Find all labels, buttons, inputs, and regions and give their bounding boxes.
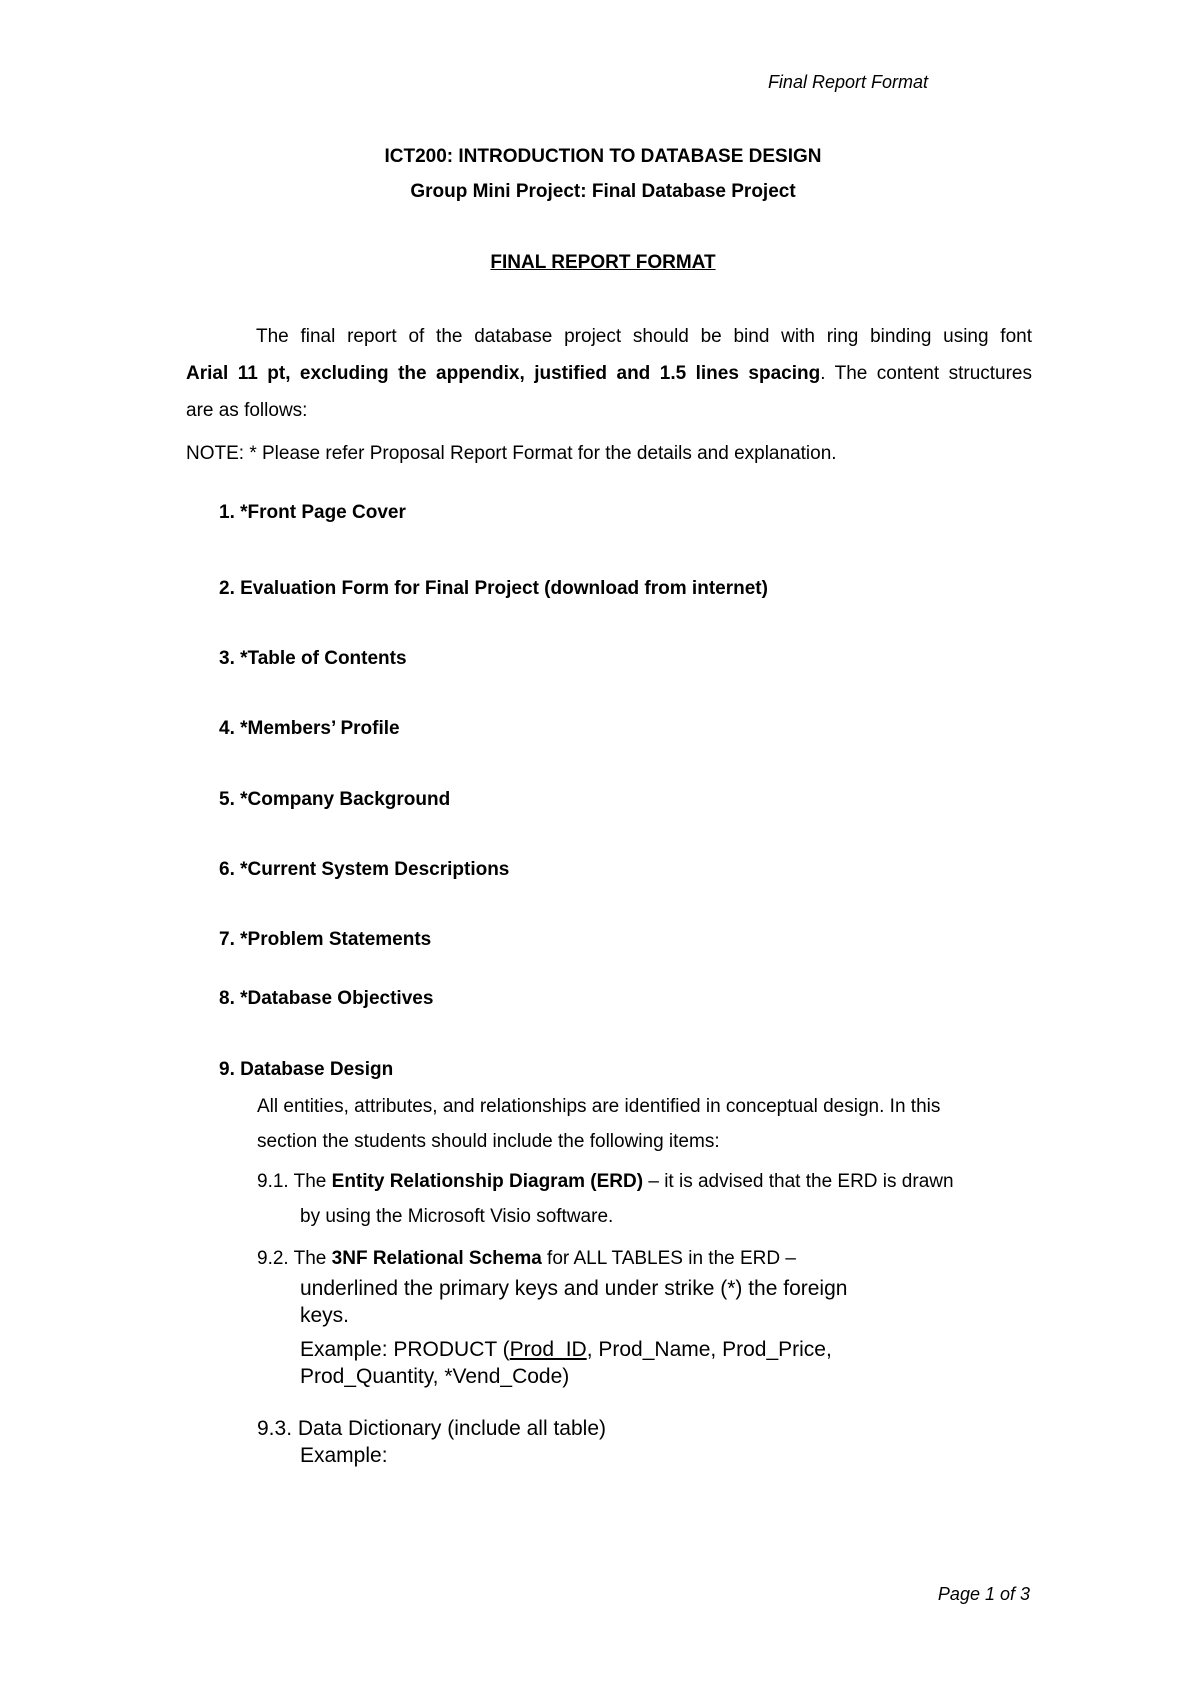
section9-desc-line-2: section the students should include the following items: [257, 1131, 720, 1152]
intro-paragraph [186, 318, 1032, 429]
primary-key-text: Prod_ID [509, 1338, 587, 1361]
list-item: 4. *Members’ Profile [219, 718, 400, 739]
list-item: 8. *Database Objectives [219, 988, 434, 1009]
schema-example-line-2: Prod_Quantity, *Vend_Code) [300, 1365, 570, 1388]
subsection-9-1-line-1 [257, 1164, 954, 1199]
intro-line-3: are as follows: [186, 400, 308, 421]
subsection-9-1-rest: – it is advised that the ERD is drawn [643, 1171, 954, 1192]
subsection-9-1-line-2: by using the Microsoft Visio software. [300, 1206, 614, 1227]
section9-description [257, 1089, 940, 1159]
report-heading: FINAL REPORT FORMAT [490, 252, 716, 273]
subsection-9-3 [257, 1415, 606, 1469]
list-item: 1. *Front Page Cover [219, 502, 406, 523]
intro-rest-text: . The content structures [820, 363, 1032, 384]
schema-example-rest: , Prod_Name, Prod_Price, [586, 1338, 832, 1361]
section9-desc-line-1: All entities, attributes, and relationships are identified in conceptual design. In this [257, 1096, 941, 1117]
subsection-9-2-line-2: underlined the primary keys and under strike (*) the foreign [300, 1277, 848, 1300]
list-item: 7. *Problem Statements [219, 929, 432, 950]
subsection-9-2-bold: 3NF Relational Schema [331, 1248, 542, 1269]
subsection-9-1 [257, 1164, 954, 1234]
subsection-9-2-line-3: keys. [300, 1304, 350, 1327]
intro-line-2 [186, 355, 1032, 392]
subsection-9-3-line-1: 9.3. Data Dictionary (include all table) [257, 1417, 607, 1440]
note-text: NOTE: * Please refer Proposal Report Format for the details and explanation. [186, 443, 837, 464]
schema-example [300, 1336, 832, 1390]
page-number: Page 1 of 3 [937, 1584, 1030, 1604]
intro-bold-text: Arial 11 pt, excluding the appendix, justified and 1.5 lines spacing [186, 363, 821, 384]
list-item: 2. Evaluation Form for Final Project (download from internet) [219, 578, 768, 599]
list-item: 9. Database Design [219, 1059, 394, 1080]
list-item: 5. *Company Background [219, 789, 451, 810]
intro-line-1: The final report of the database project should be bind with ring binding using font [256, 326, 1032, 347]
subsection-9-2-rest: for ALL TABLES in the ERD – [541, 1248, 796, 1269]
subsection-9-1-number: 9.1. The [257, 1171, 332, 1192]
schema-example-line-1 [300, 1336, 832, 1363]
project-title: Group Mini Project: Final Database Project [410, 181, 796, 202]
subsection-9-3-line-2: Example: [300, 1444, 388, 1467]
subsection-9-2-body [300, 1275, 847, 1329]
subsection-9-2-line-1 [257, 1248, 796, 1270]
course-title: ICT200: INTRODUCTION TO DATABASE DESIGN [384, 146, 822, 167]
list-item: 3. *Table of Contents [219, 648, 407, 669]
subsection-9-2-number: 9.2. The [257, 1248, 332, 1269]
schema-example-prefix: Example: PRODUCT ( [300, 1338, 510, 1361]
running-header: Final Report Format [767, 72, 928, 92]
subsection-9-1-bold: Entity Relationship Diagram (ERD) [331, 1171, 644, 1192]
list-item: 6. *Current System Descriptions [219, 859, 510, 880]
